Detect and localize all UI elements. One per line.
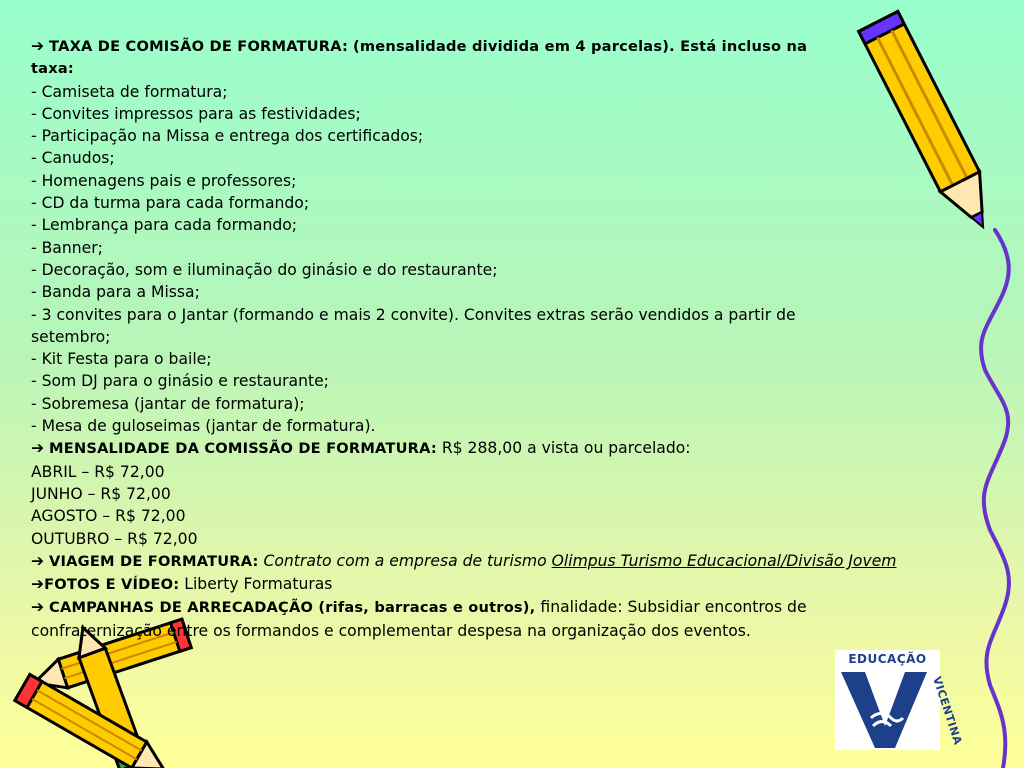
- installment-item: AGOSTO – R$ 72,00: [31, 507, 186, 526]
- list-item: - Convites impressos para as festividades;: [31, 104, 361, 123]
- list-item: - Banda para a Missa;: [31, 283, 200, 302]
- list-item: - Participação na Missa e entrega dos certificados;: [31, 127, 424, 146]
- heading-taxa: TAXA DE COMISÃO DE FORMATURA:: [49, 38, 349, 55]
- heading-viagem: VIAGEM DE FORMATURA:: [49, 552, 259, 570]
- heading-fotos: FOTOS E VÍDEO:: [44, 576, 180, 594]
- list-item: - Camiseta de formatura;: [31, 82, 228, 101]
- mensalidade-text: R$ 288,00 a vista ou parcelado:: [441, 439, 691, 458]
- logo-v-icon: [835, 668, 965, 750]
- educacao-vicentina-logo: [835, 650, 965, 750]
- campanhas-text-cont: confraternização entre os formandos e complementar despesa na organização dos eventos.: [31, 621, 751, 640]
- section-taxa: [31, 35, 971, 58]
- campanhas-text: finalidade: Subsidiar encontros de: [540, 598, 807, 617]
- arrow-right-icon: ➔: [31, 575, 45, 594]
- installment-item: ABRIL – R$ 72,00: [31, 462, 165, 481]
- list-item: - Sobremesa (jantar de formatura);: [31, 394, 305, 413]
- section-viagem: [31, 550, 971, 573]
- list-item: - 3 convites para o Jantar (formando e mais 2 convite). Convites extras serão vendidos a partir de: [31, 305, 796, 324]
- arrow-right-icon: ➔: [31, 598, 45, 617]
- heading-mensalidade: MENSALIDADE DA COMISSÃO DE FORMATURA:: [49, 440, 437, 458]
- logo-top-text: EDUCAÇÃO: [848, 652, 927, 666]
- list-item: - Homenagens pais e professores;: [31, 171, 297, 190]
- section-campanhas: [31, 596, 971, 619]
- arrow-right-icon: ➔: [31, 37, 45, 55]
- list-item: - Decoração, som e iluminação do ginásio e do restaurante;: [31, 260, 498, 279]
- arrow-right-icon: ➔: [31, 439, 45, 458]
- logo-side-text: VICENTINA: [930, 674, 965, 747]
- section-fotos: [31, 573, 971, 596]
- list-item: - Som DJ para o ginásio e restaurante;: [31, 372, 329, 391]
- viagem-company-link[interactable]: Olimpus Turismo Educacional/Divisão Jovem: [551, 551, 897, 570]
- list-item: setembro;: [31, 327, 111, 346]
- installment-item: OUTUBRO – R$ 72,00: [31, 529, 198, 548]
- list-item: - Mesa de guloseimas (jantar de formatura).: [31, 417, 376, 436]
- list-item: - CD da turma para cada formando;: [31, 194, 310, 213]
- installment-item: JUNHO – R$ 72,00: [31, 484, 171, 503]
- heading-taxa-rest: (mensalidade dividida em 4 parcelas). Está incluso na: [353, 38, 808, 55]
- fotos-text: Liberty Formaturas: [184, 575, 333, 594]
- viagem-text: Contrato com a empresa de turismo: [263, 551, 547, 570]
- list-item: - Banner;: [31, 238, 103, 257]
- arrow-right-icon: ➔: [31, 551, 45, 570]
- list-item: - Canudos;: [31, 149, 115, 168]
- heading-campanhas: CAMPANHAS DE ARRECADAÇÃO (rifas, barracas e outros),: [49, 599, 536, 617]
- list-item: - Kit Festa para o baile;: [31, 350, 212, 369]
- section-mensalidade: [31, 437, 971, 460]
- slide-body: [31, 35, 971, 642]
- list-item: - Lembrança para cada formando;: [31, 216, 298, 235]
- heading-taxa-cont: taxa:: [31, 60, 74, 78]
